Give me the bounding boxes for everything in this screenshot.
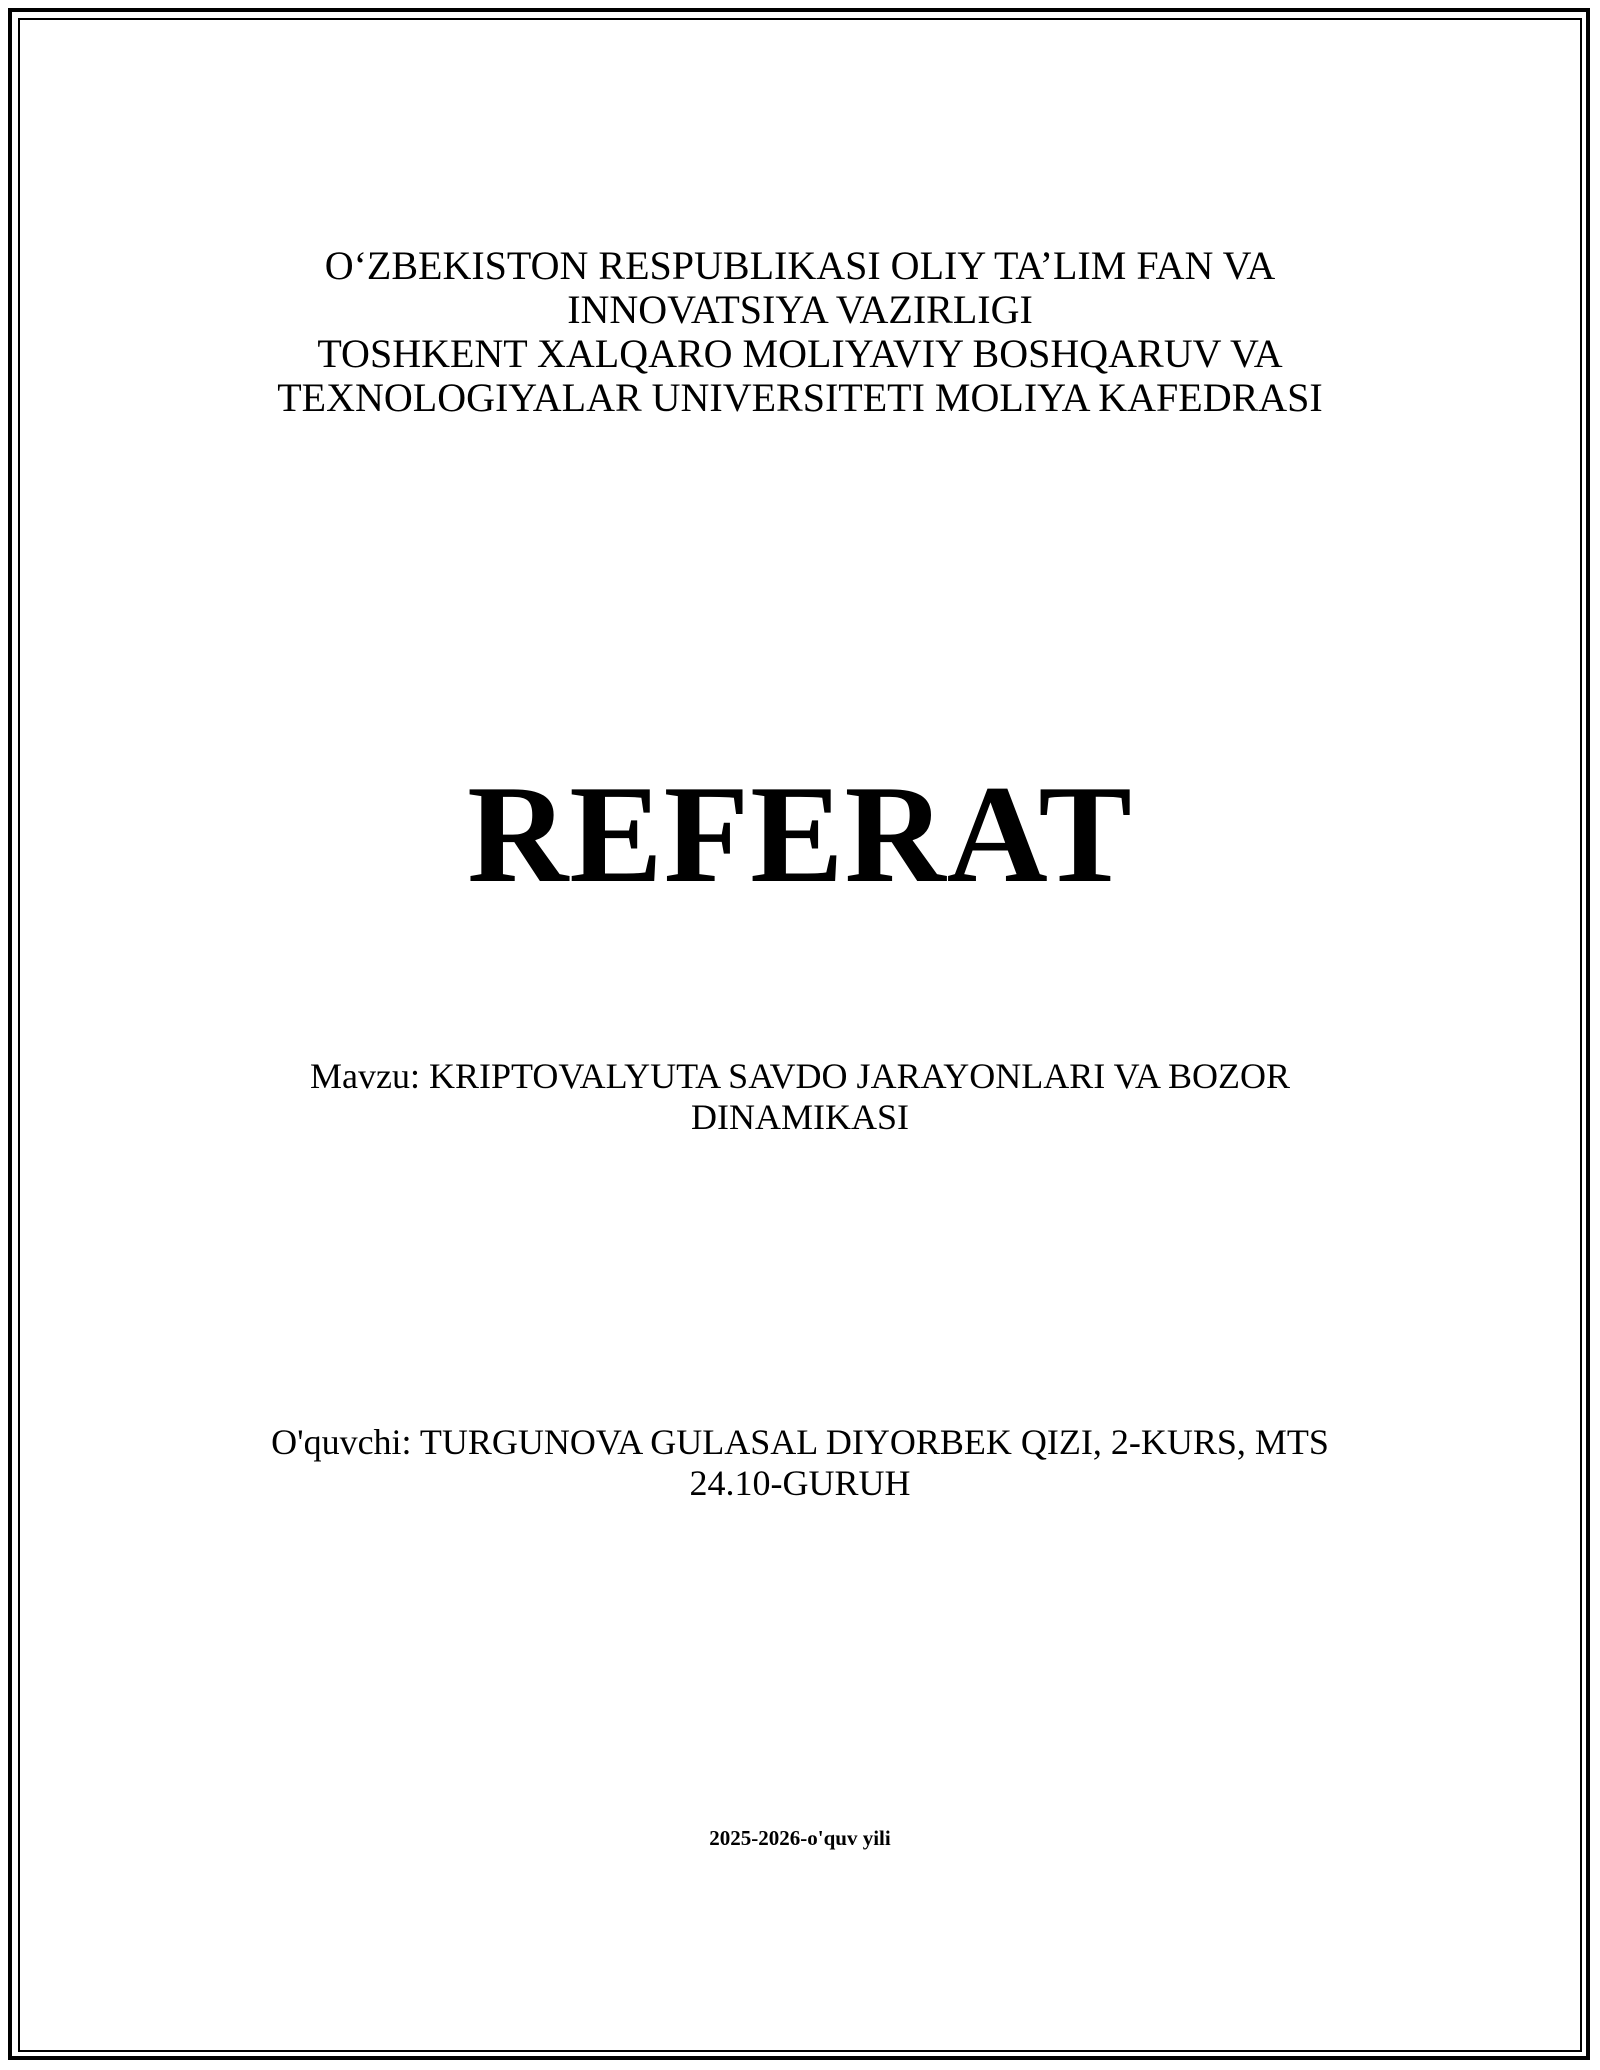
student-block (0, 1422, 1600, 1504)
header-line-ministry-2: INNOVATSIYA VAZIRLIGI (567, 287, 1033, 332)
topic-line-1: Mavzu: KRIPTOVALYUTA SAVDO JARAYONLARI VA BOZOR (310, 1056, 1290, 1096)
topic-line-2: DINAMIKASI (691, 1097, 909, 1137)
header-line-ministry-1: O‘ZBEKISTON RESPUBLIKASI OLIY TA’LIM FAN VA (324, 243, 1276, 288)
document-title: REFERAT (467, 757, 1133, 912)
institution-header (0, 244, 1600, 420)
student-line-1: O'quvchi: TURGUNOVA GULASAL DIYORBEK QIZI, 2-KURS, MTS (271, 1422, 1329, 1462)
academic-year: 2025-2026-o'quv yili (709, 1826, 891, 1850)
header-line-university-1: TOSHKENT XALQARO MOLIYAVIY BOSHQARUV VA (317, 331, 1283, 376)
student-line-2: 24.10-GURUH (689, 1463, 911, 1503)
topic-block (0, 1056, 1600, 1138)
header-line-university-2: TEXNOLOGIYALAR UNIVERSITETI MOLIYA KAFEDRASI (277, 375, 1323, 420)
